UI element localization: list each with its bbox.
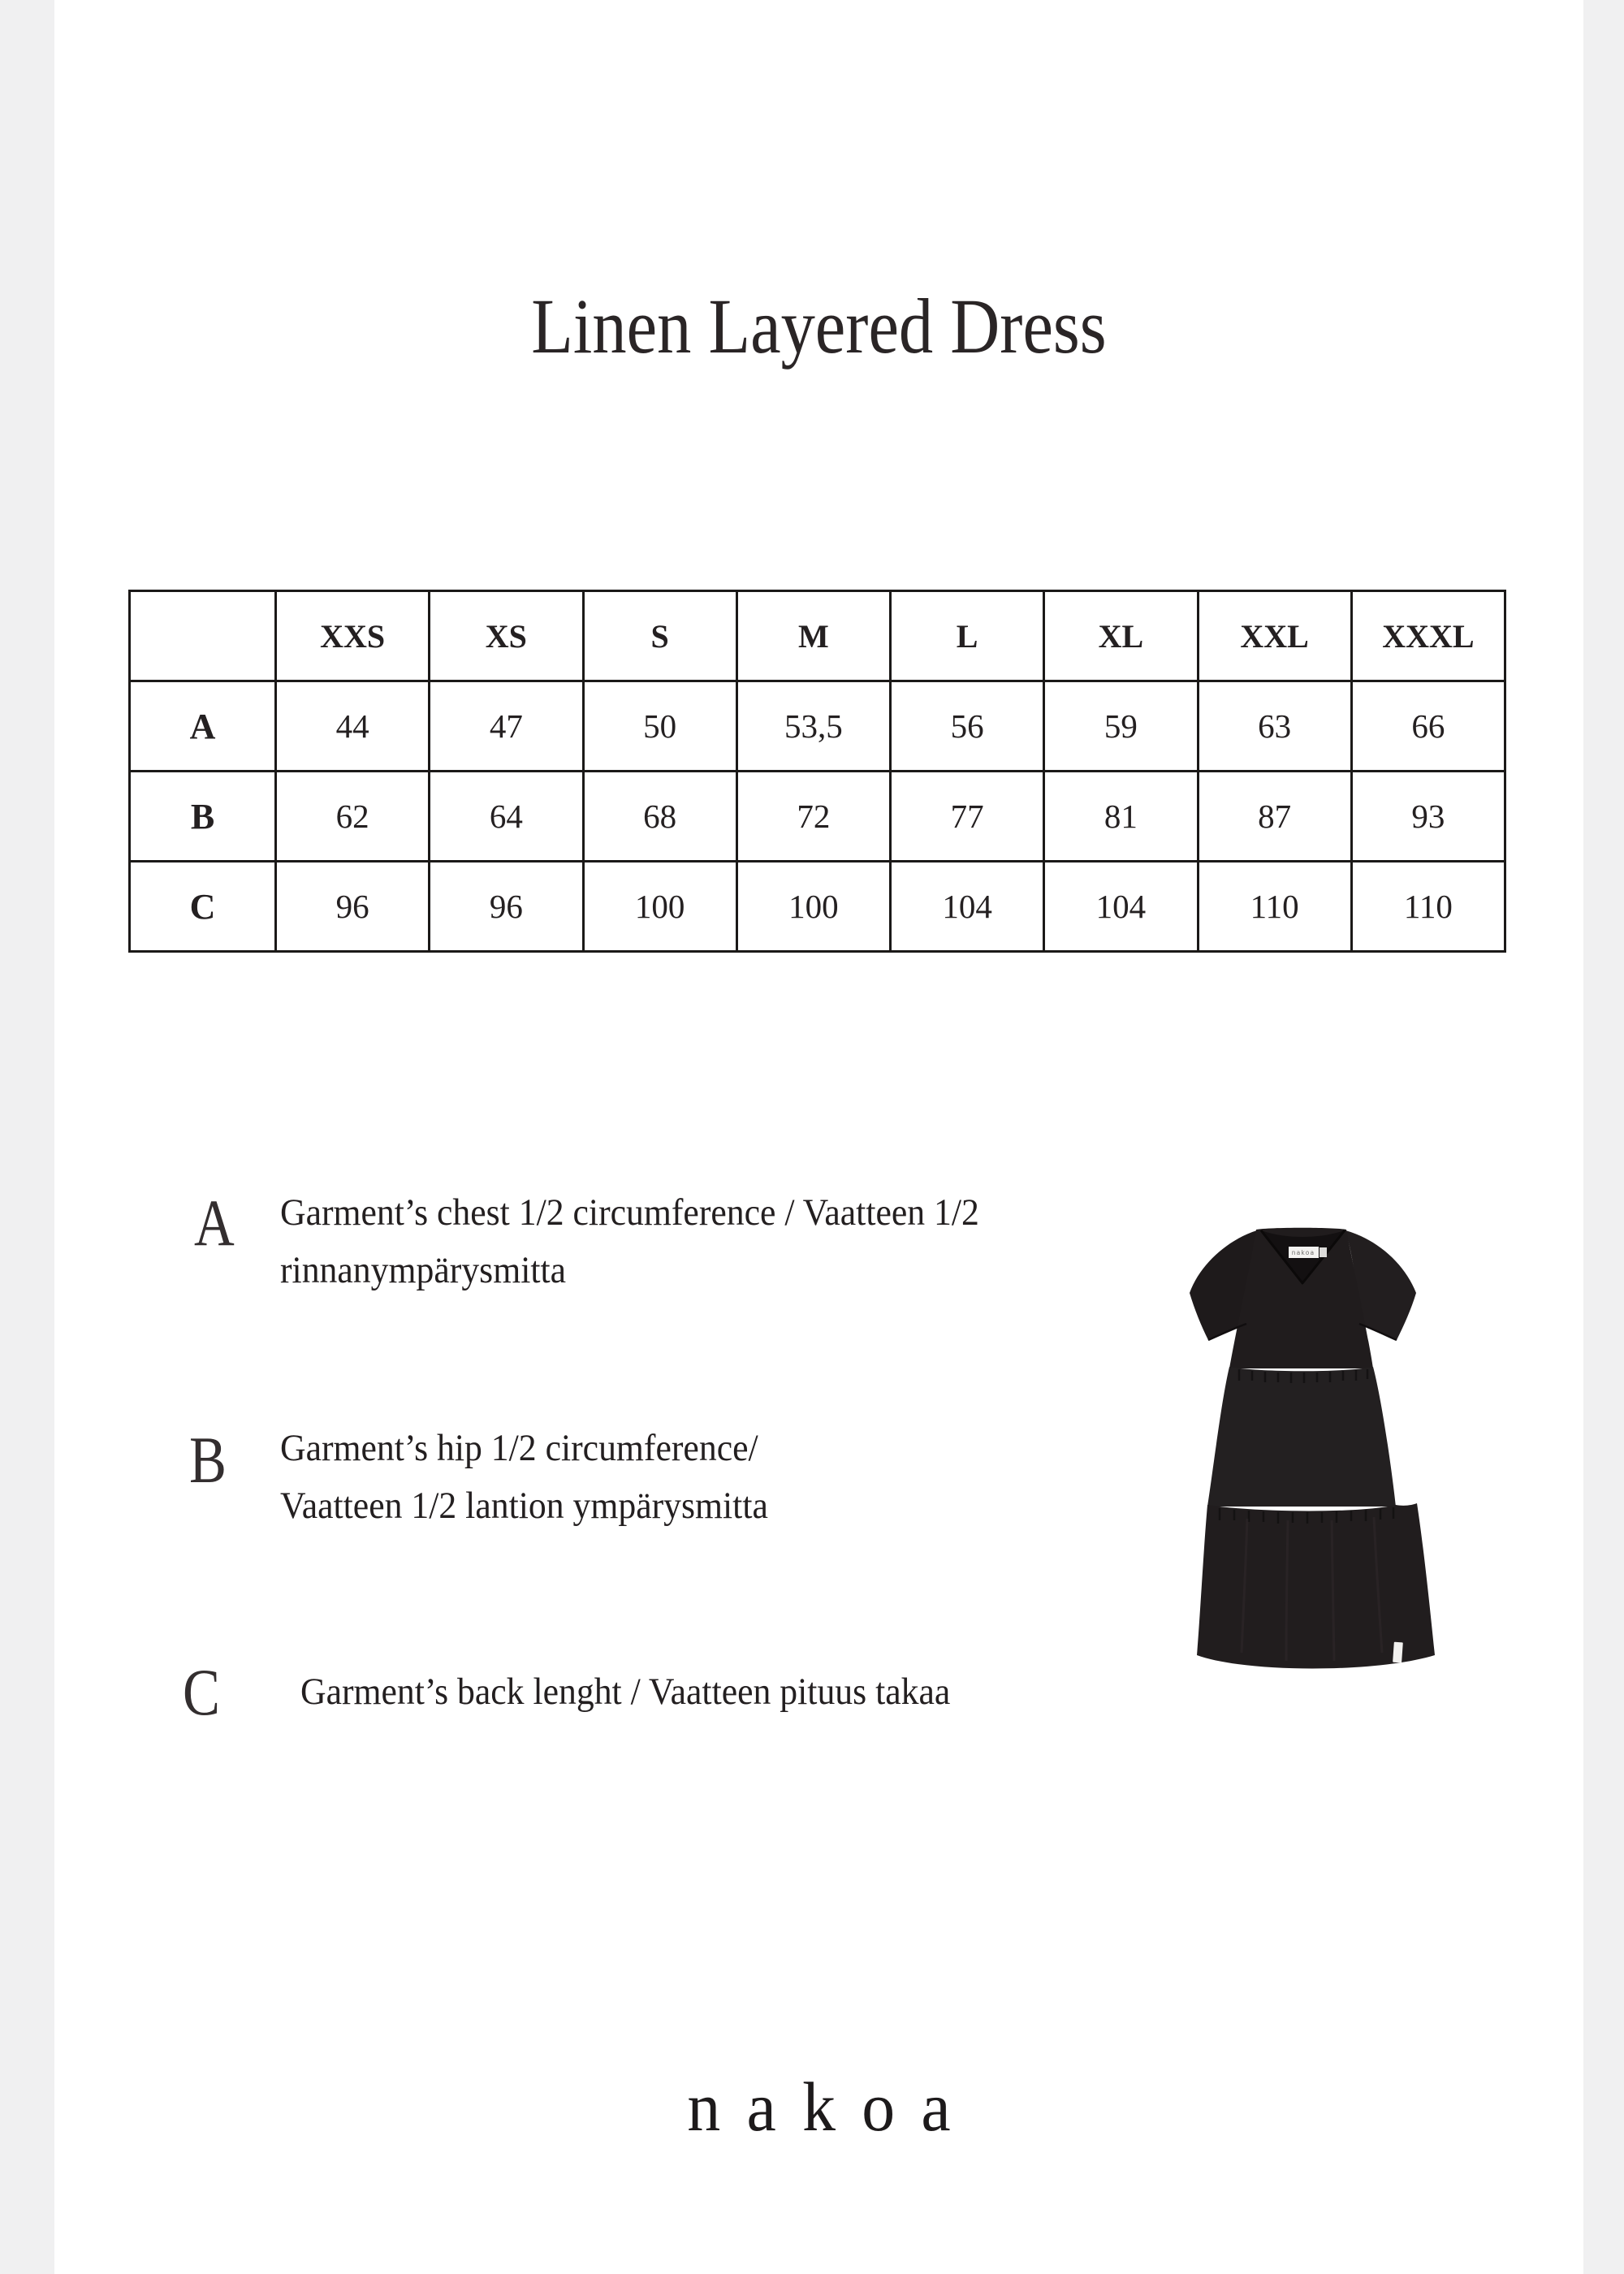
- page-title: Linen Layered Dress: [531, 283, 1107, 370]
- cell-c-xxxl: 110: [1351, 862, 1505, 952]
- table-row-c: [130, 862, 1505, 952]
- size-col-xxs: XXS: [276, 591, 430, 681]
- cell-c-s: 100: [583, 862, 736, 952]
- legend-text-a: [280, 1184, 979, 1299]
- size-col-s: S: [583, 591, 736, 681]
- legend-b-line-2: Vaatteen 1/2 lantion ympärysmitta: [280, 1485, 768, 1527]
- legend-letter-b: B: [189, 1423, 227, 1497]
- cell-a-xxl: 63: [1198, 681, 1351, 772]
- size-col-xs: XS: [430, 591, 583, 681]
- cell-c-xl: 104: [1044, 862, 1198, 952]
- legend-letter-c: C: [183, 1655, 220, 1729]
- product-photo-dress: [1184, 1226, 1444, 1677]
- size-table: [128, 590, 1506, 953]
- row-label-b: B: [130, 772, 276, 862]
- cell-a-xxs: 44: [276, 681, 430, 772]
- legend-a-line-1: Garment’s chest 1/2 circumference / Vaatteen 1/2: [280, 1191, 979, 1234]
- size-col-xl: XL: [1044, 591, 1198, 681]
- cell-b-l: 77: [891, 772, 1044, 862]
- cell-a-xs: 47: [430, 681, 583, 772]
- dress-neck-size-tag: [1320, 1247, 1327, 1257]
- row-label-c: C: [130, 862, 276, 952]
- size-col-m: M: [736, 591, 890, 681]
- legend-text-c: [300, 1663, 950, 1721]
- cell-a-xl: 59: [1044, 681, 1198, 772]
- cell-b-xxxl: 93: [1351, 772, 1505, 862]
- cell-c-m: 100: [736, 862, 890, 952]
- cell-c-xxl: 110: [1198, 862, 1351, 952]
- brand-logo: nakoa: [687, 2068, 977, 2146]
- cell-a-l: 56: [891, 681, 1044, 772]
- dress-middle-tier: [1207, 1367, 1396, 1507]
- table-row-b: [130, 772, 1505, 862]
- size-table-header-row: [130, 591, 1505, 681]
- cell-a-s: 50: [583, 681, 736, 772]
- cell-c-xxs: 96: [276, 862, 430, 952]
- dress-neck-label-text: nakoa: [1291, 1249, 1315, 1256]
- legend-b-line-1: Garment’s hip 1/2 circumference/: [280, 1427, 758, 1469]
- cell-b-xl: 81: [1044, 772, 1198, 862]
- cell-a-xxxl: 66: [1351, 681, 1505, 772]
- cell-c-l: 104: [891, 862, 1044, 952]
- cell-b-m: 72: [736, 772, 890, 862]
- legend-text-b: [280, 1420, 768, 1535]
- legend-c-line-1: Garment’s back lenght / Vaatteen pituus takaa: [300, 1671, 951, 1713]
- size-col-xxl: XXL: [1198, 591, 1351, 681]
- size-col-l: L: [891, 591, 1044, 681]
- cell-a-m: 53,5: [736, 681, 890, 772]
- row-label-a: A: [130, 681, 276, 772]
- cell-b-xxl: 87: [1198, 772, 1351, 862]
- cell-b-xs: 64: [430, 772, 583, 862]
- dress-hem-tag: [1393, 1642, 1403, 1663]
- paper-sheet: [54, 0, 1583, 2274]
- cell-b-s: 68: [583, 772, 736, 862]
- legend-letter-a: A: [194, 1186, 235, 1260]
- size-table-corner-cell: [130, 591, 276, 681]
- size-col-xxxl: XXXL: [1351, 591, 1505, 681]
- table-row-a: [130, 681, 1505, 772]
- legend-a-line-2: rinnanympärysmitta: [280, 1249, 567, 1291]
- cell-c-xs: 96: [430, 862, 583, 952]
- cell-b-xxs: 62: [276, 772, 430, 862]
